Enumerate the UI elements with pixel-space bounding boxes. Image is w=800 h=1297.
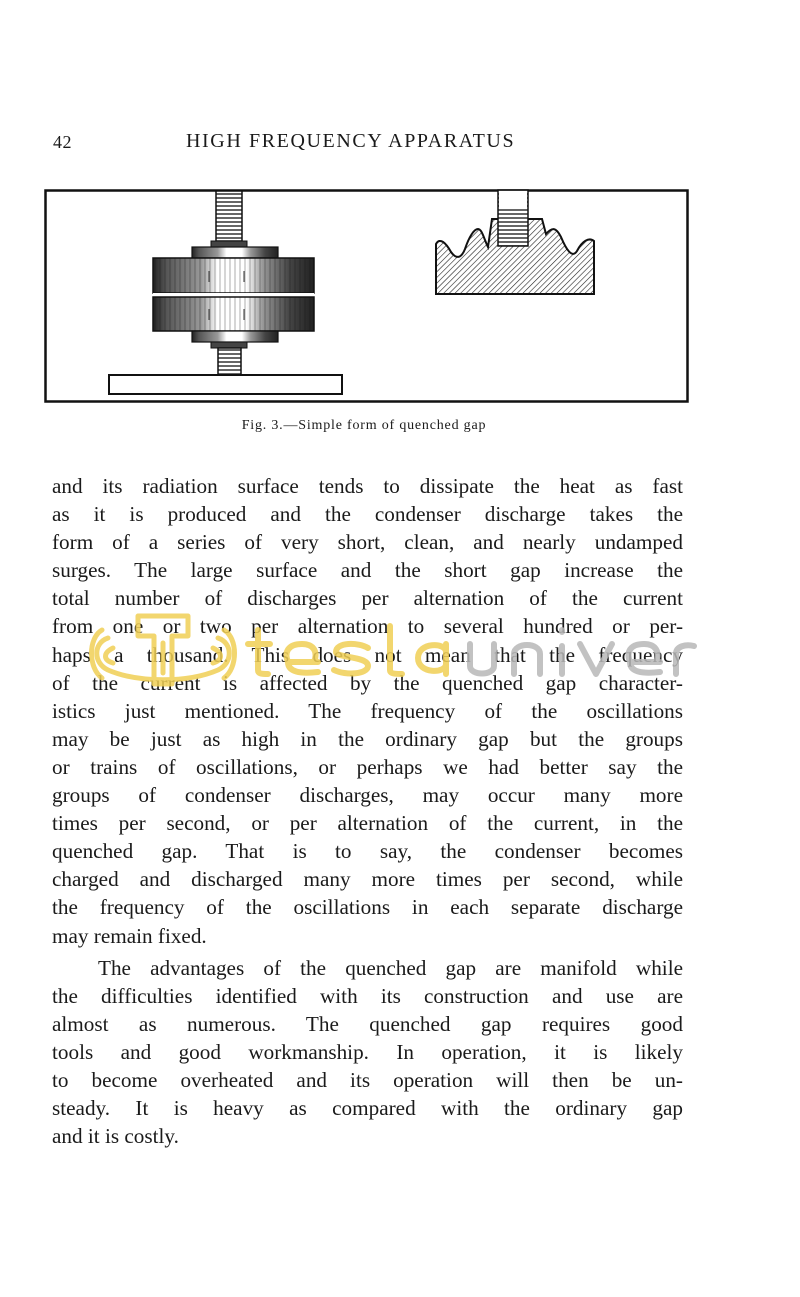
text-line: may be just as high in the ordinary gap but the groups	[52, 726, 683, 751]
text-line: from one or two per alternation to several hundred or per-	[52, 614, 683, 639]
quenched-gap-illustration	[44, 189, 689, 403]
text-line: tools and good workmanship. In operation, it is likely	[52, 1039, 683, 1064]
text-line: The advantages of the quenched gap are manifold while	[98, 955, 683, 980]
serrated-electrode-drawing	[436, 190, 594, 294]
text-line: to become overheated and its operation will then be un-	[52, 1067, 683, 1092]
text-line: the difficulties identified with its construction and use are	[52, 983, 683, 1008]
text-line: surges. The large surface and the short gap increase the	[52, 558, 683, 583]
text-line: times per second, or per alternation of the current, in the	[52, 811, 683, 836]
text-line: may remain fixed.	[52, 923, 207, 948]
text-line: charged and discharged many more times per second, while	[52, 867, 683, 892]
text-line: steady. It is heavy as compared with the ordinary gap	[52, 1096, 683, 1121]
body-text	[52, 472, 683, 1150]
figure-caption-text: Fig. 3.—Simple form of quenched gap	[241, 418, 487, 433]
text-line: almost as numerous. The quenched gap requires good	[52, 1011, 683, 1036]
text-line: the frequency of the oscillations in each separate discharge	[52, 895, 683, 920]
running-title: HIGH FREQUENCY APPARATUS	[186, 130, 516, 152]
text-line: and it is costly.	[52, 1124, 179, 1149]
figure-caption	[0, 418, 800, 434]
page-number: 42	[53, 132, 72, 152]
text-line: as it is produced and the condenser discharge takes the	[52, 502, 683, 527]
text-line: or trains of oscillations, or perhaps we had better say the	[52, 754, 683, 779]
text-line: haps a thousand. This does not mean that the frequency	[52, 642, 683, 667]
figure-3	[44, 189, 689, 403]
page-header	[0, 128, 800, 158]
text-line: and its radiation surface tends to dissipate the heat as fast	[52, 474, 683, 498]
text-line: istics just mentioned. The frequency of the oscillations	[52, 698, 683, 723]
gap-assembly-drawing	[109, 191, 342, 394]
paragraph-1	[52, 472, 683, 950]
text-line: of the current is affected by the quenched gap character-	[52, 670, 683, 695]
text-line: quenched gap. That is to say, the condenser becomes	[52, 839, 683, 864]
text-line: form of a series of very short, clean, and nearly undamped	[52, 530, 683, 555]
text-line: groups of condenser discharges, may occur many more	[52, 783, 683, 808]
paragraph-2	[52, 954, 683, 1151]
text-line: total number of discharges per alternation of the current	[52, 586, 683, 611]
